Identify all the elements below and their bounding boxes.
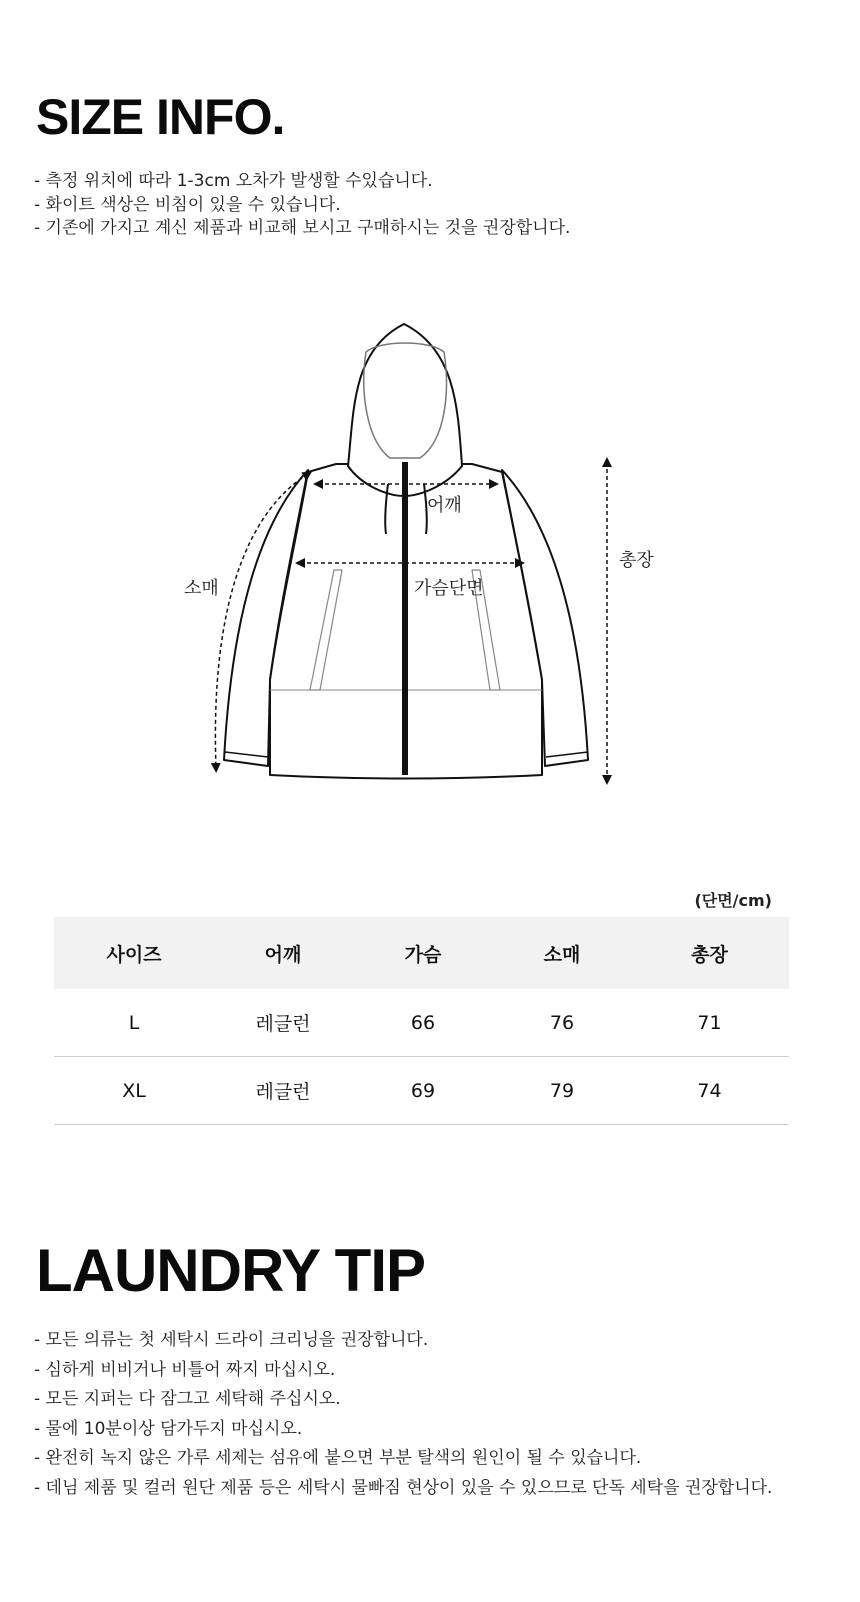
header-size: 사이즈	[54, 917, 214, 989]
table-cell: XL	[54, 1057, 214, 1125]
sleeve-label: 소매	[184, 578, 219, 599]
table-cell: 79	[494, 1057, 630, 1125]
table-cell: 66	[352, 989, 494, 1057]
table-cell: L	[54, 989, 214, 1057]
header-chest: 가슴	[352, 917, 494, 989]
laundry-note: - 모든 지퍼는 다 잠그고 세탁해 주십시오.	[34, 1389, 341, 1409]
header-length: 총장	[630, 917, 789, 989]
size-table	[54, 917, 789, 1125]
laundry-note: - 완전히 녹지 않은 가루 세제는 섬유에 붙으면 부분 탈색의 원인이 될 수 있습니다.	[34, 1448, 642, 1468]
table-cell: 레글런	[214, 1057, 352, 1125]
unit-label: (단면/cm)	[694, 891, 772, 910]
header-shoulder: 어깨	[214, 917, 352, 989]
table-cell: 69	[352, 1057, 494, 1125]
laundry-note: - 물에 10분이상 담가두지 마십시오.	[34, 1418, 303, 1439]
table-row	[54, 989, 789, 1057]
laundry-note: - 데님 제품 및 컬러 원단 제품 등은 세탁시 물빠짐 현상이 있을 수 있으므로 단독 세탁을 권장합니다.	[34, 1477, 773, 1498]
table-cell: 74	[630, 1057, 789, 1125]
laundry-tip-title: LAUNDRY TIP	[36, 1237, 426, 1304]
laundry-notes-list	[34, 1326, 772, 1503]
size-note: - 기존에 가지고 계신 제품과 비교해 보시고 구매하시는 것을 권장합니다.	[34, 218, 571, 238]
shoulder-label: 어깨	[427, 495, 462, 516]
header-sleeve: 소매	[494, 917, 630, 989]
laundry-note: - 심하게 비비거나 비틀어 짜지 마십시오.	[34, 1359, 336, 1380]
size-notes-list	[34, 170, 570, 241]
laundry-note: - 모든 의류는 첫 세탁시 드라이 크리닝을 권장합니다.	[34, 1330, 429, 1350]
table-header-row	[54, 917, 789, 989]
table-row	[54, 1057, 789, 1125]
size-info-title: SIZE INFO.	[36, 89, 285, 145]
jacket-measurement-diagram	[0, 300, 860, 800]
jacket-outline	[224, 324, 588, 779]
table-cell: 71	[630, 989, 789, 1057]
size-note: - 측정 위치에 따라 1-3cm 오차가 발생할 수있습니다.	[34, 171, 433, 191]
table-cell: 76	[494, 989, 630, 1057]
length-label: 총장	[619, 550, 654, 571]
chest-label: 가슴단면	[414, 578, 484, 599]
size-note: - 화이트 색상은 비침이 있을 수 있습니다.	[34, 194, 341, 215]
table-cell: 레글런	[214, 989, 352, 1057]
